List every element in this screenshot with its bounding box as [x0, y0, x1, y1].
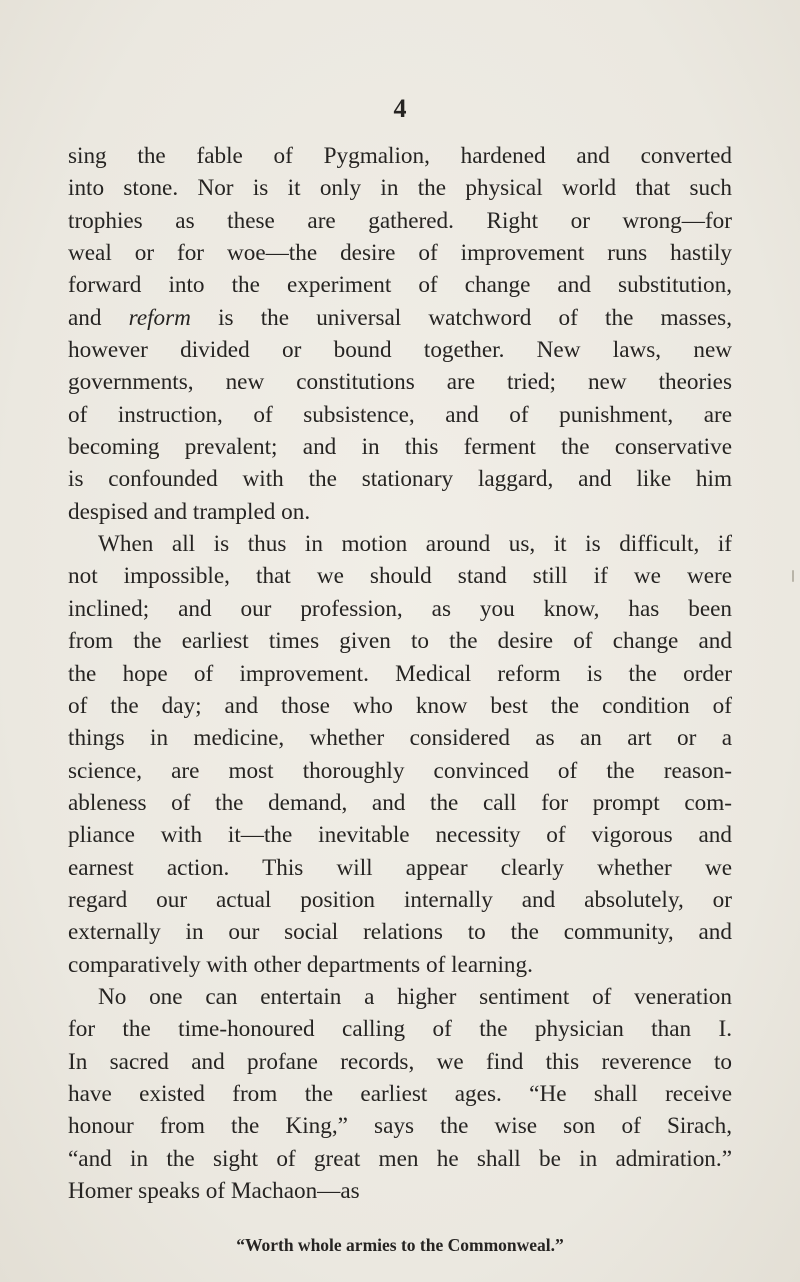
text-line: of instruction, of subsistence, and of punishment, are [68, 401, 732, 428]
emphasized-word: reform [128, 304, 191, 331]
text-line: however divided or bound together. New laws, new [68, 337, 732, 364]
page-number: 4 [393, 94, 407, 123]
body-text [68, 140, 732, 1207]
text-segment: and [68, 304, 129, 331]
text-line: weal or for woe—the desire of improvement runs hastily [68, 240, 732, 267]
text-line: externally in our social relations to the community, and [68, 919, 732, 946]
text-line: sing the fable of Pygmalion, hardened and converted [68, 143, 732, 169]
text-line: from the earliest times given to the desire of change and [68, 628, 732, 655]
text-line: When all is thus in motion around us, it is difficult, if [98, 531, 732, 558]
text-line: becoming prevalent; and in this ferment the conservative [68, 434, 732, 461]
text-line: for the time-honoured calling of the physician than I. [68, 1016, 732, 1043]
text-segment: is the universal watchword of the masses, [190, 304, 732, 331]
text-line: earnest action. This will appear clearly whether we [68, 854, 732, 881]
text-line: into stone. Nor is it only in the physical world that such [68, 175, 732, 202]
text-line: No one can entertain a higher sentiment of veneration [98, 983, 732, 1010]
text-line: not impossible, that we should stand still if we were [68, 563, 732, 590]
block-quote: “Worth whole armies to the Commonweal.” [236, 1235, 564, 1255]
text-line: pliance with it—the inevitable necessity of vigorous and [68, 822, 732, 849]
text-line: despised and trampled on. [68, 498, 311, 525]
text-line: trophies as these are gathered. Right or wrong—for [68, 207, 732, 234]
text-line: inclined; and our profession, as you know, has been [68, 595, 732, 622]
text-line [68, 302, 732, 334]
text-line: have existed from the earliest ages. “He shall receive [68, 1080, 732, 1107]
text-line: In sacred and profane records, we find this reverence to [68, 1048, 732, 1075]
text-line: comparatively with other departments of learning. [68, 951, 533, 978]
text-line: the hope of improvement. Medical reform is the order [68, 660, 732, 687]
text-line: science, are most thoroughly convinced of the reason- [68, 757, 732, 784]
text-line: forward into the experiment of change and substitution, [68, 272, 732, 299]
paper-mark [792, 570, 794, 582]
text-line: “and in the sight of great men he shall be in admiration.” [68, 1145, 732, 1172]
text-line: ableness of the demand, and the call for prompt com- [68, 789, 732, 816]
text-line: things in medicine, whether considered as an art or a [68, 725, 732, 752]
text-line: governments, new constitutions are tried; new theories [68, 369, 732, 396]
text-line: honour from the King,” says the wise son of Sirach, [68, 1113, 732, 1140]
text-line: regard our actual position internally and absolutely, or [68, 886, 732, 913]
text-line: is confounded with the stationary laggard, and like him [68, 466, 732, 493]
text-line: of the day; and those who know best the condition of [68, 692, 732, 719]
text-line: Homer speaks of Machaon—as [68, 1178, 360, 1204]
